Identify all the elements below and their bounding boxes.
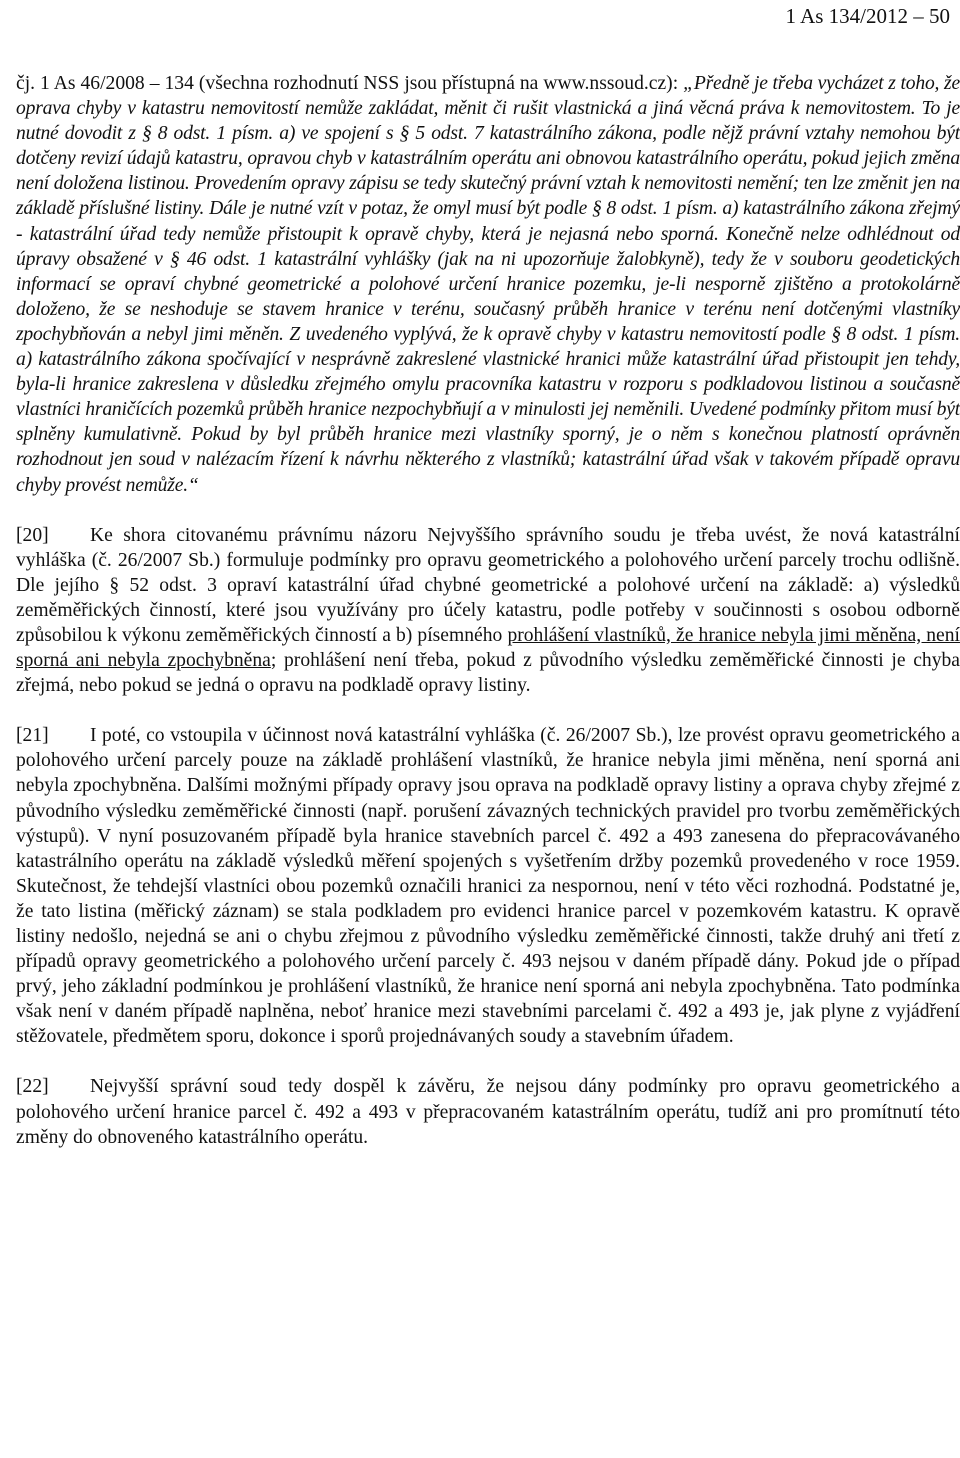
document-body — [16, 71, 960, 1150]
paragraph-number: [20] — [16, 524, 49, 546]
paragraph-number: [21] — [16, 725, 49, 747]
page-header-reference: 1 As 134/2012 – 50 — [785, 4, 950, 28]
underlined-text: prohlášení vlastníků, že hranice nebyla jimi měněna, není sporná ani nebyla zpochybněna — [16, 624, 960, 672]
paragraph-text-part: ; prohlášení není třeba, pokud z původního výsledku zeměměřické činnosti je chyba zřejmá, nebo pokud se jedná o opravu na podkladě opravy listiny. — [16, 650, 960, 697]
quoted-judgment-text: „Předně je třeba vycházet z toho, že oprava chyby v katastru nemovitostí nemůže zakládat, měnit či rušit vlastnická a jiná věcná práva k nemovitostem. To je nutné dovodit z § 8 odst. 1 písm. a) ve spojení s § 5 odst. 7 katastrálního zákona, podle nějž právní vztahy nemohou být dotčeny revizí údajů katastru, opravou chyb v katastrálním operátu ani obnovou katastrálního operátu, pokud jejich změna není doložena listinou. Provedením opravy zápisu se tedy skutečný právní vztah k nemovitosti nemění; ten lze změnit jen na základě příslušné listiny. Dále je nutné vzít v potaz, že omyl musí být podle § 8 odst. 1 písm. a) katastrálního zákona zřejmý - katastrální úřad tedy nemůže přistoupit k opravě chyby, která je nejasná nebo sporná. Konečně nelze odhlédnout od úpravy obsažené v § 46 odst. 1 katastrální vyhlášky (jak na ni upozorňuje žalobkyně), tedy že v souboru geodetických informací se opraví chybné geometrické a polohové určení hranice pozemku, je-li nesporně zjištěno a protokolárně doloženo, že se neshoduje se stavem hranice v terénu, současný průběh hranice v terénu není dotčenými vlastníky zpochybňován a nebyl jimi měněn. Z uvedeného vyplývá, že k opravě chyby v katastru nemovitostí podle § 8 odst. 1 písm. a) katastrálního zákona spočívající v nesprávně zakreslené vlastnické hranici může katastrální úřad přistoupit jen tehdy, byla-li hranice zakreslena v důsledku zřejmého omylu pracovníka katastru v rozporu s podkladovou listinou a současně vlastníci hraničících pozemků průběh hranice nezpochybňují a v minulosti jej neměnili. Uvedené podmínky přitom musí být splněny kumulativně. Pokud by byl průběh hranice mezi vlastníky sporný, je o něm s konečnou platností oprávněn rozhodnout jen soud v nalézacím řízení k návrhu některého z vlastníků; katastrální úřad však v takovém případě opravu chyby provést nemůže.“ — [16, 73, 960, 496]
paragraph-number: [22] — [16, 1076, 49, 1098]
paragraph-text: I poté, co vstoupila v účinnost nová katastrální vyhláška (č. 26/2007 Sb.), lze provést opravu geometrického a polohového určení parcely pouze na základě prohlášení vlastníků, že hranice nebyla jimi měněna, není sporná ani nebyla zpochybněna. Dalšími možnými případy opravy jsou oprava na podkladě opravy listiny a oprava chyby zřejmé z původního výsledku zeměměřické činnosti (např. porušení závazných technických pravidel pro tvorbu zeměměřických výstupů). V nyní posuzovaném případě byla hranice stavebních parcel č. 492 a 493 zanesena do přepracovávaného katastrálního operátu na základě výsledků měření spojených s vyšetřením držby pozemků provedeného v roce 1959. Skutečnost, že tehdejší vlastníci obou pozemků označili hranici za nespornou, není v této věci rozhodná. Podstatné je, že tato listina (měřický záznam) se stala podkladem pro evidenci hranice parcel v pozemkovém katastru. K opravě listiny nedošlo, nejedná se ani o chybu zřejmou z původního výsledku zeměměřické činnosti, takže druhý ani třetí z případů opravy geometrického a polohového určení parcely č. 493 nejsou v daném případě dány. Pokud jde o případ prvý, jeho základní podmínkou je prohlášení vlastníků, že hranice není sporná ani nebyla zpochybněna. Tato podmínka však není v daném případě naplněna, neboť hranice mezi stavebními parcelami č. 492 a 493 je, jak plyne z vyjádření stěžovatele, předmětem sporu, dokonce i sporů projednávaných soudy a stavebním úřadem. — [16, 725, 960, 1048]
paragraph-21 — [16, 723, 960, 1049]
paragraph-text: Nejvyšší správní soud tedy dospěl k závěru, že nejsou dány podmínky pro opravu geometrického a polohového určení hranice parcel č. 492 a 493 v přepracovaném katastrálním operátu, tudíž ani pro promítnutí této změny do obnoveného katastrálního operátu. — [16, 1076, 960, 1148]
quote-paragraph — [16, 71, 960, 498]
quote-lead: čj. 1 As 46/2008 – 134 (všechna rozhodnutí NSS jsou přístupná na www.nssoud.cz): — [16, 73, 684, 94]
paragraph-22 — [16, 1074, 960, 1149]
paragraph-text-part: Ke shora citovanému právnímu názoru Nejvyššího správního soudu je třeba uvést, že nová katastrální vyhláška (č. 26/2007 Sb.) formuluje podmínky pro opravu geometrického a polohového určení parcely trochu odlišně. Dle jejího § 52 odst. 3 opraví katastrální úřad chybné geometrické a polohové určení na základě: a) výsledků zeměměřických činností, které jsou využívány pro účely katastru, podle potřeby v součinnosti s osobou odborně způsobilou k výkonu zeměměřických činností a b) písemného — [16, 524, 960, 646]
paragraph-20 — [16, 523, 960, 699]
